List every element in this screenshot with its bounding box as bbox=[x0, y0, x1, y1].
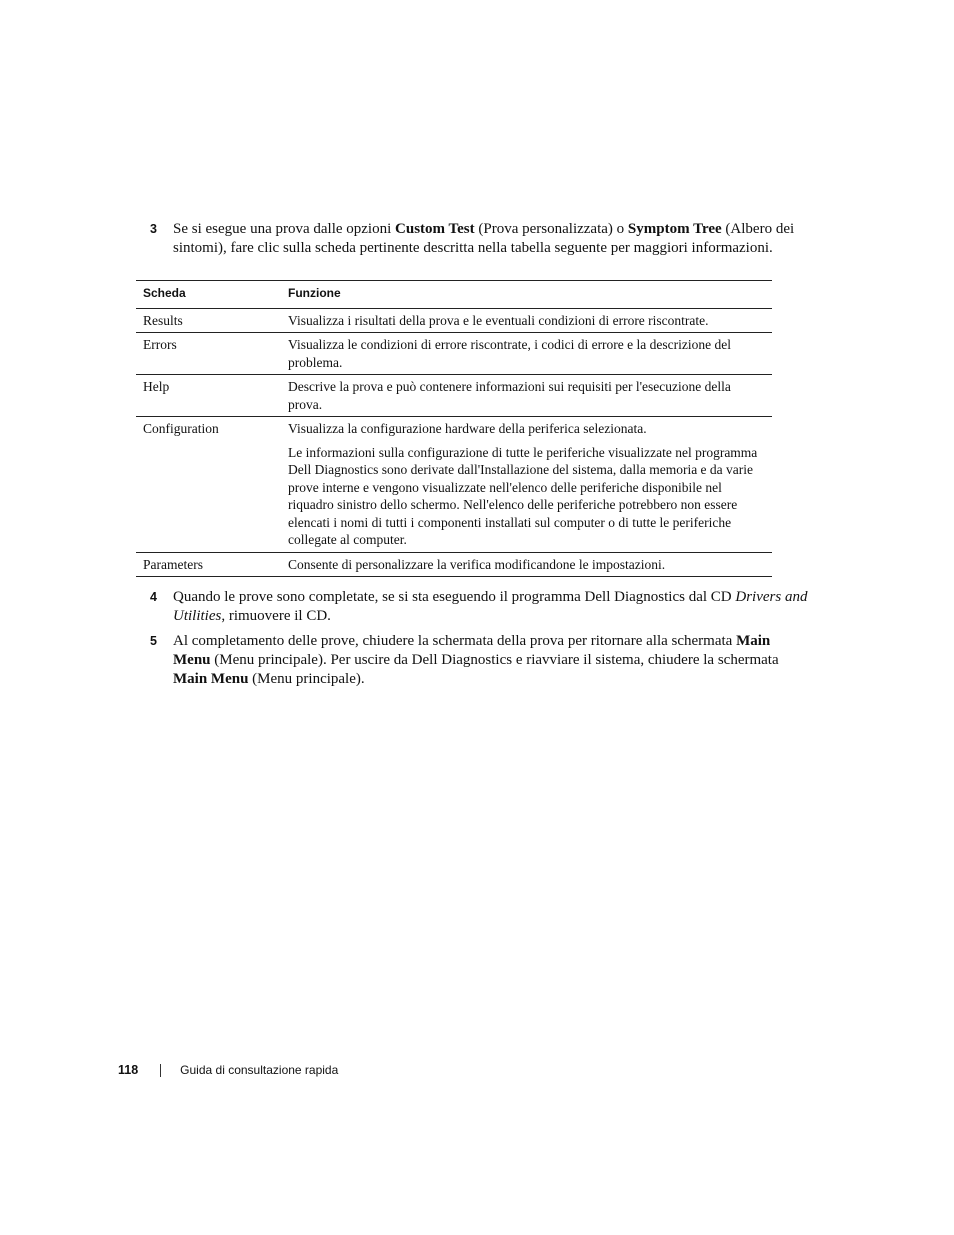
header-funzione: Funzione bbox=[288, 286, 341, 300]
footer-divider bbox=[160, 1064, 161, 1077]
tab-name: Errors bbox=[143, 337, 177, 352]
tab-name: Parameters bbox=[143, 556, 203, 572]
step-number: 4 bbox=[150, 590, 157, 604]
page-number: 118 bbox=[118, 1063, 139, 1077]
table-row bbox=[136, 553, 772, 578]
tab-name: Help bbox=[143, 379, 170, 394]
table-header bbox=[136, 281, 772, 309]
step-3 bbox=[150, 220, 810, 258]
footer-title: Guida di consultazione rapida bbox=[180, 1063, 339, 1077]
tab-name: Results bbox=[143, 312, 183, 328]
main-menu-label: Main Menu bbox=[173, 633, 771, 668]
header-scheda: Scheda bbox=[143, 286, 186, 300]
table-row bbox=[136, 375, 772, 417]
step-text: Se si esegue una prova dalle opzioni Custom Test (Prova personalizzata) o Symptom Tree (Albero dei sintomi), fare clic sulla scheda pertinente descritta nella tabella seguente per maggiori informazioni. bbox=[173, 221, 795, 256]
step-number: 5 bbox=[150, 634, 157, 648]
page-footer bbox=[118, 1062, 338, 1078]
step-4 bbox=[150, 588, 810, 626]
table-row bbox=[136, 309, 772, 334]
tab-description: Consente di personalizzare la verifica modificandone le impostazioni. bbox=[288, 556, 666, 572]
custom-test-label: Custom Test bbox=[395, 221, 475, 237]
tabs-table bbox=[136, 280, 772, 577]
step-text: Al completamento delle prove, chiudere la schermata della prova per ritornare alla schermata Main Menu (Menu principale). Per uscire da Dell Diagnostics e riavviare il sistema, chiudere la schermata Main Menu (Menu principale). bbox=[173, 633, 779, 687]
tab-name: Configuration bbox=[143, 421, 219, 436]
table-row bbox=[136, 333, 772, 375]
tab-description: Visualizza le condizioni di errore riscontrate, i codici di errore e la descrizione del problema. bbox=[288, 337, 731, 370]
tab-description: Descrive la prova e può contenere informazioni sui requisiti per l'esecuzione della prova. bbox=[288, 379, 731, 412]
cd-title: Drivers and Utilities bbox=[173, 589, 808, 624]
main-menu-label: Main Menu bbox=[173, 671, 249, 687]
table-row bbox=[136, 417, 772, 553]
symptom-tree-label: Symptom Tree bbox=[627, 221, 722, 237]
tab-description: Visualizza i risultati della prova e le eventuali condizioni di errore riscontrate. bbox=[288, 312, 709, 328]
step-number: 3 bbox=[150, 222, 157, 236]
step-text: Quando le prove sono completate, se si sta eseguendo il programma Dell Diagnostics dal CD Drivers and Utilities, rimuovere il CD. bbox=[173, 589, 808, 624]
step-5 bbox=[150, 632, 810, 689]
tab-description: Visualizza la configurazione hardware della periferica selezionata. Le informazioni sulla configurazione di tutte le periferiche visualizzate nel programma Dell Diagnostics sono derivate dall'Installazione del sistema, dalla memoria e da varie prove interne e vengono visualizzate nell'elenco delle periferiche disponibile nel riquadro sinistro dello schermo. Nell'elenco delle periferiche potrebbero non essere elencati i nomi di tutti i componenti installati sul computer o di tutte le periferiche collegate al computer. bbox=[288, 421, 758, 547]
